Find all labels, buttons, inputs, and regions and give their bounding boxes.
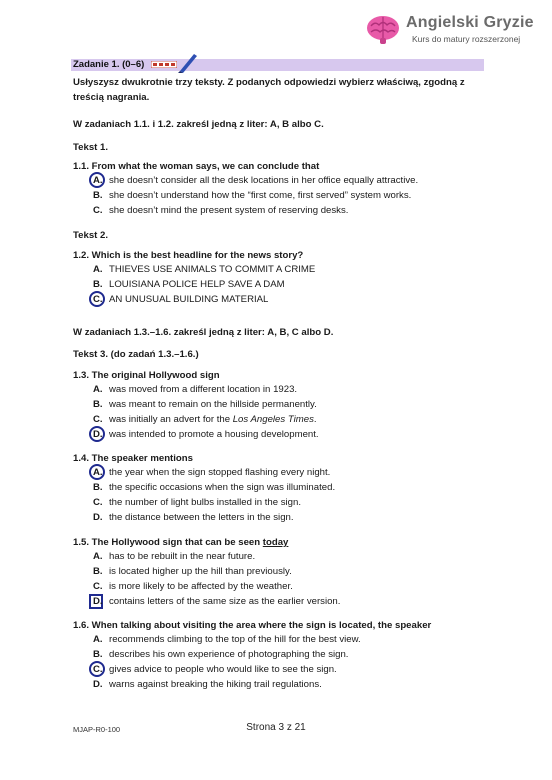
option-c[interactable]: C. was initially an advert for the Los Angeles Times.	[93, 414, 317, 425]
option-b[interactable]: B. describes his own experience of photographing the sign.	[93, 649, 349, 660]
question-1-1	[73, 161, 513, 220]
option-d[interactable]: D. was intended to promote a housing development.	[73, 429, 513, 444]
question-stem: 1.1. From what the woman says, we can conclude that	[73, 161, 320, 172]
option-a[interactable]: A. has to be rebuilt in the near future.	[93, 551, 256, 562]
question-1-6	[73, 620, 513, 694]
question-1-4	[73, 453, 513, 527]
option-a[interactable]: A. was moved from a different location in 1923.	[93, 384, 298, 395]
option-d[interactable]: D. warns against breaking the hiking trail regulations.	[93, 679, 322, 690]
text3-heading: Tekst 3. (do zadań 1.3.–1.6.)	[73, 349, 199, 360]
option-d[interactable]: D. the distance between the letters in the sign.	[93, 512, 294, 523]
text1-heading: Tekst 1.	[73, 142, 109, 153]
underlined-word: today	[262, 537, 289, 548]
progress-dots-icon	[151, 61, 177, 68]
option-b[interactable]: B. is located higher up the hill than previously.	[93, 566, 292, 577]
question-stem: 1.2. Which is the best headline for the news story?	[73, 250, 304, 261]
pen-icon	[176, 51, 200, 73]
question-stem: 1.5. The Hollywood sign that can be seen today	[73, 537, 289, 548]
task-instruction: Usłyszysz dwukrotnie trzy teksty. Z podanych odpowiedzi wybierz właściwą, zgodną z treścią nagrania.	[73, 77, 465, 103]
brand-header	[362, 12, 542, 52]
option-a[interactable]: A. recommends climbing to the top of the hill for the best view.	[93, 634, 361, 645]
option-b[interactable]: B. was meant to remain on the hillside permanently.	[93, 399, 317, 410]
question-stem: 1.6. When talking about visiting the area where the sign is located, the speaker	[73, 620, 432, 631]
question-stem: 1.3. The original Hollywood sign	[73, 370, 220, 381]
page-number: Strona 3 z 21	[246, 722, 306, 733]
option-c[interactable]: C. she doesn’t mind the present system of reserving desks.	[93, 205, 349, 216]
question-stem: 1.4. The speaker mentions	[73, 453, 193, 464]
option-b[interactable]: B. LOUISIANA POLICE HELP SAVE A DAM	[93, 279, 285, 290]
option-c[interactable]: C. the number of light bulbs installed in the sign.	[93, 497, 301, 508]
option-c[interactable]: C. AN UNUSUAL BUILDING MATERIAL	[73, 294, 513, 309]
option-b[interactable]: B. the specific occasions when the sign was illuminated.	[93, 482, 336, 493]
brain-icon	[362, 12, 404, 46]
question-1-5	[73, 537, 513, 611]
option-a[interactable]: A. she doesn’t consider all the desk locations in her office equally attractive.	[73, 175, 513, 190]
italic-title: Los Angeles Times	[232, 414, 314, 425]
option-a[interactable]: A. the year when the sign stopped flashing every night.	[73, 467, 513, 482]
text2-heading: Tekst 2.	[73, 230, 109, 241]
brand-name: Angielski Gryzie	[406, 14, 534, 31]
option-b[interactable]: B. she doesn’t understand how the “first come, first served” system works.	[93, 190, 412, 201]
option-d[interactable]: D. contains letters of the same size as the earlier version.	[73, 596, 513, 611]
question-1-2	[73, 250, 513, 309]
brand-tagline: Kurs do matury rozszerzonej	[412, 34, 521, 44]
task-title: Zadanie 1. (0–6)	[73, 59, 145, 70]
exam-code: MJAP-R0-100	[73, 725, 121, 734]
section2-instruction: W zadaniach 1.3.–1.6. zakreśl jedną z liter: A, B, C albo D.	[73, 327, 334, 338]
option-c[interactable]: C. is more likely to be affected by the weather.	[93, 581, 293, 592]
section1-instruction: W zadaniach 1.1. i 1.2. zakreśl jedną z liter: A, B albo C.	[73, 119, 324, 130]
question-1-3	[73, 370, 513, 444]
option-c[interactable]: C. gives advice to people who would like to see the sign.	[73, 664, 513, 679]
option-a[interactable]: A. THIEVES USE ANIMALS TO COMMIT A CRIME	[93, 264, 316, 275]
